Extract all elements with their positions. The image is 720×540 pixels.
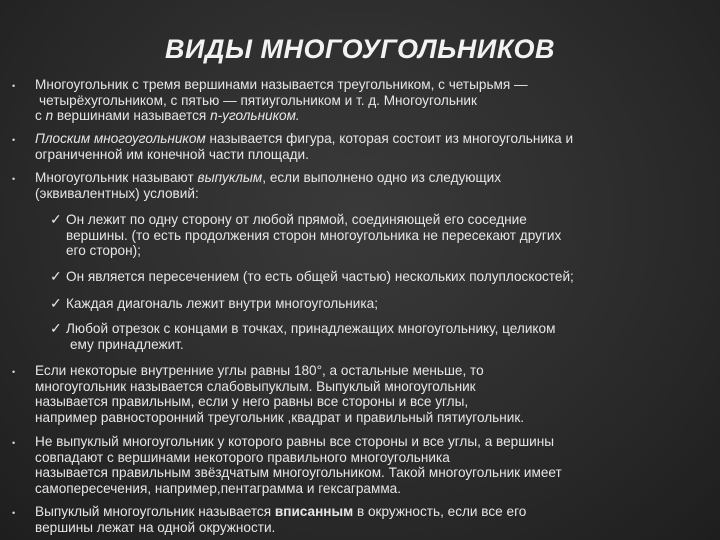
text-line: например равносторонний треугольник ,квадрат и правильный пятиугольник. [35,409,525,425]
text-span: Многоугольник называют [35,170,198,185]
bullet-icon: • [12,135,16,145]
bullet-icon: • [12,367,16,377]
text-span-bold: вписанным [274,504,354,519]
text-line: его сторон); [66,243,141,259]
text-span-italic: выпуклым [197,170,263,185]
text-span: называется фигура, которая состоит из многоугольника и [205,131,574,146]
text-line: самопересечения, например,пентаграмма и гексаграмма. [35,480,402,496]
checkmark-icon: ✓ [50,211,62,227]
text-span: в окружность, если все его [353,504,527,519]
text-span: Выпуклый многоугольник называется [35,504,275,519]
text-span: вершинами называется [53,108,211,124]
text-line: ограниченной им конечной части площади. [35,146,309,162]
bullet-icon: • [12,174,16,184]
bullet-icon: • [12,81,16,91]
text-line [35,108,696,124]
text-line: (эквивалентных) условий: [35,185,199,201]
checkmark-icon: ✓ [50,320,62,336]
text-span-italic: Плоским многоугольником [35,131,206,146]
text-span-italic: n-угольником. [210,108,300,124]
text-line [35,170,696,186]
text-line [35,131,696,147]
bullet-icon: • [12,438,16,448]
text-line: называется правильным звёздчатым многоугольником. Такой многоугольник имеет [35,465,562,481]
text-line: Он является пересечением (то есть общей частью) нескольких полуплоскостей; [66,269,574,284]
text-line [35,504,696,520]
text-line: ему принадлежит. [70,336,184,352]
slide-title: ВИДЫ МНОГОУГОЛЬНИКОВ [165,34,555,64]
text-span: с [35,108,46,124]
text-line: вершины. (то есть продолжения сторон многоугольника не пересекают других [66,227,562,243]
text-line: Многоугольник с тремя вершинами называется треугольником, с четырьмя — [35,77,528,92]
text-line: вершины лежат на одной окружности. [35,519,276,535]
text-line: четырёхугольником, с пятью — пятиугольником и т. д. Многоугольник [39,92,477,108]
checkmark-icon: ✓ [50,295,62,311]
text-span-italic: n [45,108,54,124]
text-line: Не выпуклый многоугольник у которого равны все стороны и все углы, а вершины [35,434,554,449]
text-line: многоугольник называется слабовыпуклым. Выпуклый многоугольник [35,378,476,394]
text-line: совпадают с вершинами некоторого правильного многоугольника [35,449,450,465]
text-line: Каждая диагональ лежит внутри многоугольника; [66,296,378,311]
checkmark-icon: ✓ [50,268,62,284]
text-line: Если некоторые внутренние углы равны 180°, а остальные меньше, то [35,363,484,378]
text-line: называется правильным, если у него равны все стороны и все углы, [35,394,469,410]
text-span: , если выполнено одно из следующих [262,170,502,185]
text-line: Он лежит по одну сторону от любой прямой, соединяющей его соседние [66,212,527,227]
text-line: Любой отрезок с концами в точках, принадлежащих многоугольнику, целиком [66,321,556,336]
bullet-icon: • [12,508,16,518]
